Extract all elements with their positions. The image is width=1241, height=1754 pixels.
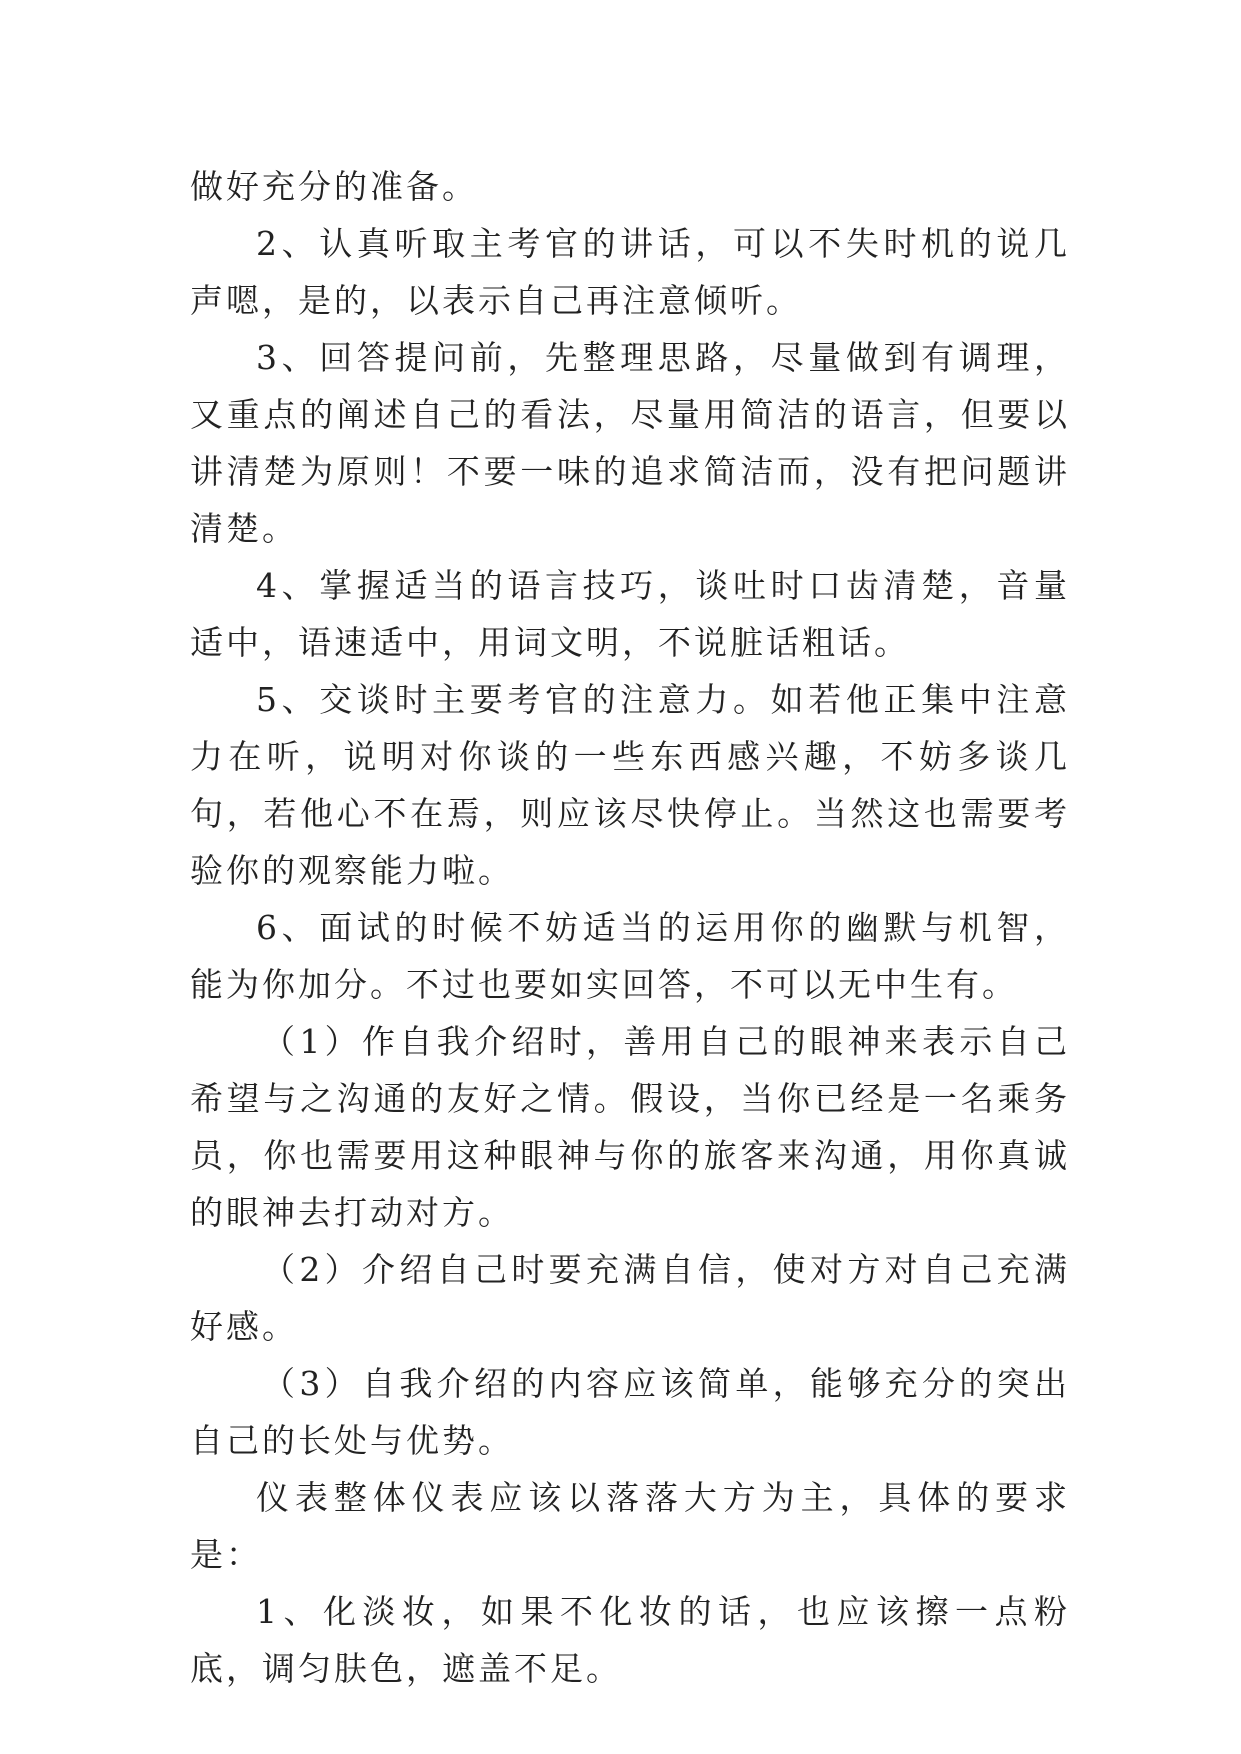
- paragraph-item-2: 2、认真听取主考官的讲话，可以不失时机的说几声嗯，是的，以表示自己再注意倾听。: [190, 224, 1070, 320]
- paragraph-subitem-1: （1）作自我介绍时，善用自己的眼神来表示自己希望与之沟通的友好之情。假设，当你已经是一名乘务员，你也需要用这种眼神与你的旅客来沟通，用你真诚的眼神去打动对方。: [190, 1022, 1070, 1232]
- paragraph-item-4: 4、掌握适当的语言技巧，谈吐时口齿清楚，音量适中，语速适中，用词文明，不说脏话粗话。: [190, 566, 1070, 662]
- paragraph-subitem-2: （2）介绍自己时要充满自信，使对方对自己充满好感。: [190, 1250, 1070, 1346]
- document-body: [190, 158, 1070, 1697]
- paragraph-item-5: 5、交谈时主要考官的注意力。如若他正集中注意力在听，说明对你谈的一些东西感兴趣，不妨多谈几句，若他心不在焉，则应该尽快停止。当然这也需要考验你的观察能力啦。: [190, 680, 1070, 890]
- paragraph-item-3: 3、回答提问前，先整理思路，尽量做到有调理，又重点的阐述自己的看法，尽量用简洁的语言，但要以讲清楚为原则！不要一味的追求简洁而，没有把问题讲清楚。: [190, 338, 1070, 548]
- paragraph-item-6: 6、面试的时候不妨适当的运用你的幽默与机智，能为你加分。不过也要如实回答，不可以无中生有。: [190, 908, 1070, 1004]
- paragraph-appearance-intro: 仪表整体仪表应该以落落大方为主，具体的要求是：: [190, 1478, 1070, 1574]
- paragraph-subitem-3: （3）自我介绍的内容应该简单，能够充分的突出自己的长处与优势。: [190, 1364, 1070, 1460]
- paragraph-appearance-item-1: 1、化淡妆，如果不化妆的话，也应该擦一点粉底，调匀肤色，遮盖不足。: [190, 1592, 1070, 1688]
- paragraph-continuation: 做好充分的准备。: [190, 167, 478, 206]
